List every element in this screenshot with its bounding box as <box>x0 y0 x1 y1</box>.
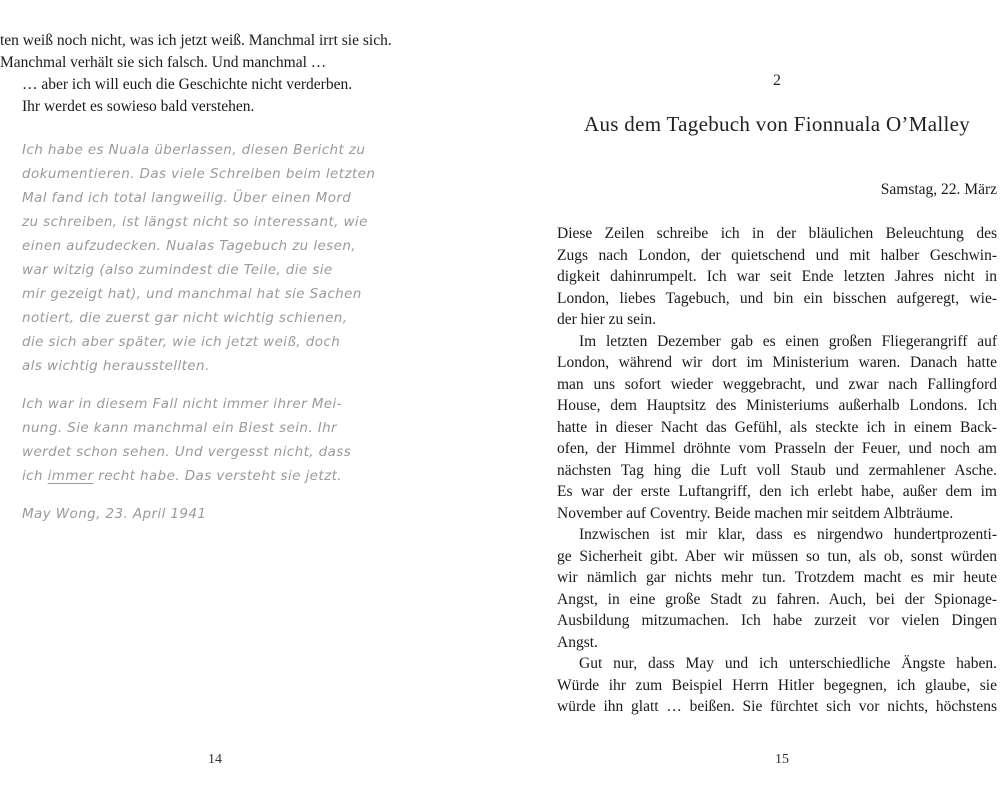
handwritten-line: werdet schon sehen. Und vergesst nicht, dass <box>22 444 352 460</box>
text-line: House, dem Hauptsitz des Ministeriums außerhalb Londons. Ich <box>557 397 997 414</box>
text-line: Im letzten Dezember gab es einen großen Fliegerangriff auf <box>579 332 997 350</box>
text-line: Würde ihr zum Beispiel Herrn Hitler begegnen, ich glaube, sie <box>557 676 997 694</box>
text-line: nächsten Tag hing die Luft voll Staub und zermahlener Asche. <box>557 461 997 479</box>
text-line: Angst, in eine große Stadt zu fahren. Auch, bei der Spionage- <box>557 590 997 608</box>
handwritten-line: war witzig (also zumindest die Teile, die sie <box>22 262 333 278</box>
chapter-number: 2 <box>773 72 781 89</box>
text-line: Zugs nach London, der quietschend und mit halber Geschwin- <box>557 246 997 264</box>
handwritten-note <box>22 138 442 526</box>
text-line: … aber ich will euch die Geschichte nicht verderben. <box>22 76 353 93</box>
text-line: November auf Coventry. Beide machen mir seitdem Albträume. <box>557 504 954 522</box>
text-line: Diese Zeilen schreibe ich in der bläulichen Beleuchtung des <box>557 225 997 242</box>
handwritten-signature: May Wong, 23. April 1941 <box>22 506 207 522</box>
text-line: man uns sofort wieder weggebracht, und zwar nach Fallingford <box>557 375 997 393</box>
handwritten-fragment: recht habe. Das versteht sie jetzt. <box>93 468 342 484</box>
handwritten-line: einen aufzudecken. Nualas Tagebuch zu lesen, <box>22 238 356 254</box>
text-line: Gut nur, dass May und ich unterschiedliche Ängste haben. <box>579 655 997 672</box>
text-line: Es war der erste Luftangriff, den ich erlebt habe, außer dem im <box>557 483 997 500</box>
text-line: digkeit dahinrumpelt. Ich war seit Ende letzten Jahres nicht in <box>557 268 997 285</box>
handwritten-line: Ich war in diesem Fall nicht immer ihrer Mei- <box>22 396 342 412</box>
text-line: London, während wir dort im Ministerium waren. Danach hatte <box>557 354 997 371</box>
text-line: ge Sicherheit gibt. Aber wir müssen so tun, als ob, sonst würden <box>557 547 997 565</box>
diary-entry-text <box>557 223 997 718</box>
handwritten-line: dokumentieren. Das viele Schreiben beim letzten <box>22 166 376 182</box>
text-line: hatte in dieser Nacht das Gefühl, als steckte ich in einem Back- <box>557 418 997 436</box>
text-line: Ausbildung mitzumachen. Ich habe zurzeit vor vielen Dingen <box>557 612 997 629</box>
handwritten-line: die sich aber später, wie ich jetzt weiß, doch <box>22 334 341 350</box>
paragraph-gap <box>22 488 442 502</box>
handwritten-line: Mal fand ich total langweilig. Über einen Mord <box>22 190 352 206</box>
diary-entry-date: Samstag, 22. März <box>880 181 997 198</box>
right-page <box>557 0 997 800</box>
handwritten-line: mir gezeigt hat), und manchmal hat sie Sachen <box>22 286 362 302</box>
text-line: wir nämlich gar nichts mehr tun. Trotzdem macht es mir heute <box>557 569 997 586</box>
text-line: Manchmal verhält sie sich falsch. Und manchmal … <box>0 54 327 71</box>
page-number-left: 14 <box>208 752 222 767</box>
text-line: Angst. <box>557 633 598 651</box>
handwritten-fragment: ich <box>22 468 48 484</box>
text-line: Ihr werdet es sowieso bald verstehen. <box>22 98 255 115</box>
paragraph-gap <box>22 378 442 392</box>
page-number-right: 15 <box>775 752 789 767</box>
text-line: Inzwischen ist mir klar, dass es nirgendwo hundertprozenti- <box>579 526 997 543</box>
left-page <box>0 0 470 800</box>
underlined-word: immer <box>47 468 94 484</box>
handwritten-line: nung. Sie kann manchmal ein Biest sein. Ihr <box>22 420 338 436</box>
handwritten-line <box>22 464 442 488</box>
handwritten-line: als wichtig herausstellten. <box>22 358 210 374</box>
left-page-text <box>0 30 470 118</box>
text-line: ofen, der Himmel dröhnte vom Prasseln der Feuer, und noch am <box>557 440 997 457</box>
text-line: würde ihn glatt … beißen. Sie fürchtet sich vor nichts, höchstens <box>557 698 997 715</box>
text-line: London, liebes Tagebuch, und bin ein bisschen aufgeregt, wie- <box>557 289 997 307</box>
text-line: ten weiß noch nicht, was ich jetzt weiß. Manchmal irrt sie sich. <box>0 32 392 49</box>
handwritten-line: Ich habe es Nuala überlassen, diesen Bericht zu <box>22 142 366 158</box>
text-line: der hier zu sein. <box>557 311 656 328</box>
handwritten-line: zu schreiben, ist längst nicht so interessant, wie <box>22 214 368 230</box>
handwritten-line: notiert, die zuerst gar nicht wichtig schienen, <box>22 310 348 326</box>
chapter-title: Aus dem Tagebuch von Fionnuala O’Malley <box>583 112 971 136</box>
